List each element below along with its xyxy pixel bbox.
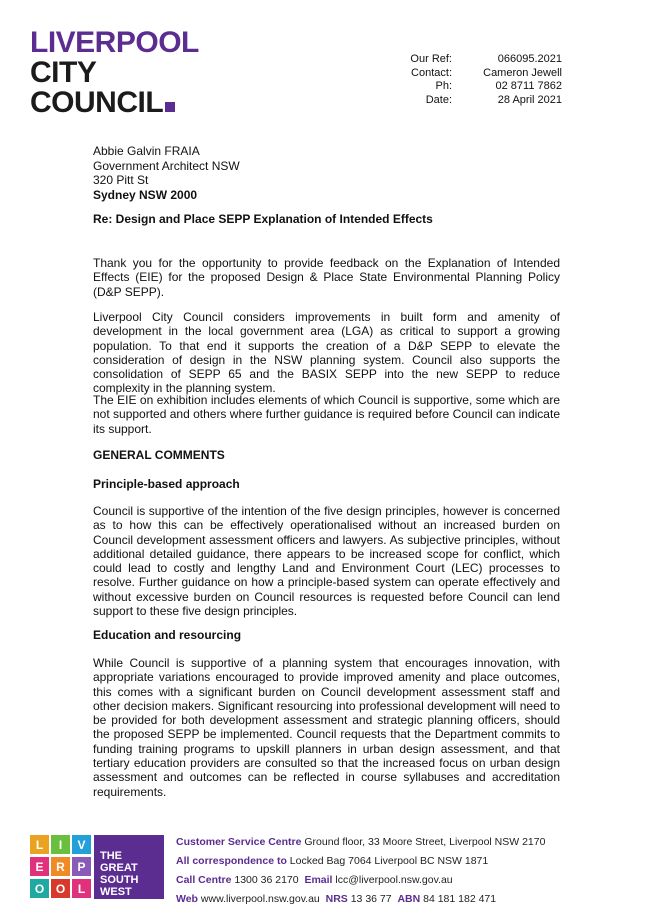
address-line: Abbie Galvin FRAIA — [93, 144, 200, 158]
footer-key: All correspondence to — [176, 855, 287, 867]
ref-value: 02 8711 7862 — [495, 80, 562, 92]
ref-row — [395, 80, 562, 94]
address-line: Sydney NSW 2000 — [93, 187, 198, 202]
footer-value: Locked Bag 7064 Liverpool BC NSW 1871 — [289, 855, 489, 867]
footer-key: NRS — [325, 893, 348, 905]
paragraph: Council is supportive of the intention of the five design principles, however is concerned as to how this can be effectively operationalised without an increased burden on Council development assessment officers and lawyers. As subjective principles, without additional detailed guidance, there appears to be increased scope for conflict, which could lead to costly and lengthy Land and Environment Court (LEC) processes to resolve. Further guidance on how a principle-based system can operate effectively and without excessive burden on Council resources is requested before Council can lend support to these five design principles. — [93, 504, 560, 619]
logo-line-2: CITY — [30, 56, 97, 89]
ref-label: Our Ref: — [410, 53, 452, 65]
paragraph: Liverpool City Council considers improvements in built form and amenity of development in the local government area (LGA) as critical to support a growing population. To that end it supports the creation of a D&P SEPP to elevate the consideration of design in the NSW planning system. Council also supports the consolidation of SEPP 65 and the BASIX SEPP into the new SEPP to reduce complexity in the planning system. — [93, 310, 560, 396]
logo-tagline: GREAT — [100, 862, 138, 874]
footer-key: Email — [304, 874, 333, 886]
logo-letter: R — [56, 860, 65, 874]
ref-value: 28 April 2021 — [497, 93, 562, 106]
logo-letter: O — [34, 882, 45, 896]
ref-row — [395, 53, 562, 67]
footer-key: Call Centre — [176, 874, 232, 886]
logo-letter: I — [58, 838, 63, 852]
footer-key: ABN — [397, 893, 421, 905]
footer-email[interactable]: lcc@liverpool.nsw.gov.au — [335, 874, 453, 886]
ref-label: Ph: — [435, 80, 452, 92]
paragraph: The EIE on exhibition includes elements of which Council is supportive, some which are not supported and others where further guidance is required before Council can indicate its support. — [93, 393, 560, 436]
footer-line — [176, 871, 545, 890]
logo-line-3: COUNCIL — [30, 88, 199, 118]
ref-value: 066095.2021 — [497, 53, 562, 65]
logo-tagline: SOUTH — [100, 874, 139, 886]
address-line: Government Architect NSW — [93, 158, 240, 173]
footer-value: 84 181 182 471 — [423, 893, 497, 905]
footer-line — [176, 833, 545, 852]
footer-value: 1300 36 2170 — [234, 874, 299, 886]
logo-tagline: WEST — [100, 886, 132, 898]
paragraph: Thank you for the opportunity to provide feedback on the Explanation of Intended Effects (EIE) for the proposed Design & Place State Environmental Planning Policy (D&P SEPP). — [93, 256, 560, 299]
logo-letter: V — [77, 838, 86, 852]
logo-letter: L — [77, 882, 86, 896]
subsection-heading: Principle-based approach — [93, 477, 240, 491]
footer-value: 13 36 77 — [350, 893, 392, 905]
subject-line: Re: Design and Place SEPP Explanation of Intended Effects — [93, 212, 433, 226]
ref-label: Date: — [425, 93, 452, 106]
logo-line-1: LIVERPOOL — [30, 26, 199, 59]
reference-block — [395, 53, 562, 107]
logo-letter: E — [35, 860, 44, 874]
paragraph: While Council is supportive of a planning system that encourages innovation, with appropriate variations encouraged to provide improved amenity and place outcomes, this comes with a significant burden on Council development assessment staff and other decision makers. Significant resourcing into professional development will need to be provided for both development assessment and strategic planning officers, should the proposed SEPP be implemented. Council requests that the Department commits to funding training programs to upskill planners in urban design assessment, and that tertiary education providers are consulted so that the increased focus on urban design assessment and outcomes can be reflected in course syllabuses and accreditation requirements. — [93, 656, 560, 799]
council-logo — [30, 28, 199, 118]
ref-row — [395, 67, 562, 81]
logo-letter: P — [77, 860, 86, 874]
ref-label: Contact: — [411, 66, 452, 79]
logo-tagline: THE — [100, 850, 122, 862]
footer-key: Customer Service Centre — [176, 836, 302, 848]
footer-contact — [176, 833, 545, 909]
ref-value: Cameron Jewell — [483, 66, 562, 79]
footer-line — [176, 890, 545, 909]
footer-key: Web — [176, 893, 198, 905]
address-line: 320 Pitt St — [93, 173, 149, 187]
recipient-address — [93, 144, 240, 202]
section-heading: GENERAL COMMENTS — [93, 448, 225, 462]
footer-value: Ground floor, 33 Moore Street, Liverpool NSW 2170 — [304, 836, 546, 848]
logo-dot — [165, 102, 175, 112]
footer-website[interactable]: www.liverpool.nsw.gov.au — [200, 893, 320, 905]
ref-row — [395, 94, 562, 108]
great-south-west-logo — [28, 833, 168, 901]
subsection-heading: Education and resourcing — [93, 628, 242, 642]
footer-line — [176, 852, 545, 871]
logo-letter: L — [35, 838, 44, 852]
logo-letter: O — [55, 882, 66, 896]
